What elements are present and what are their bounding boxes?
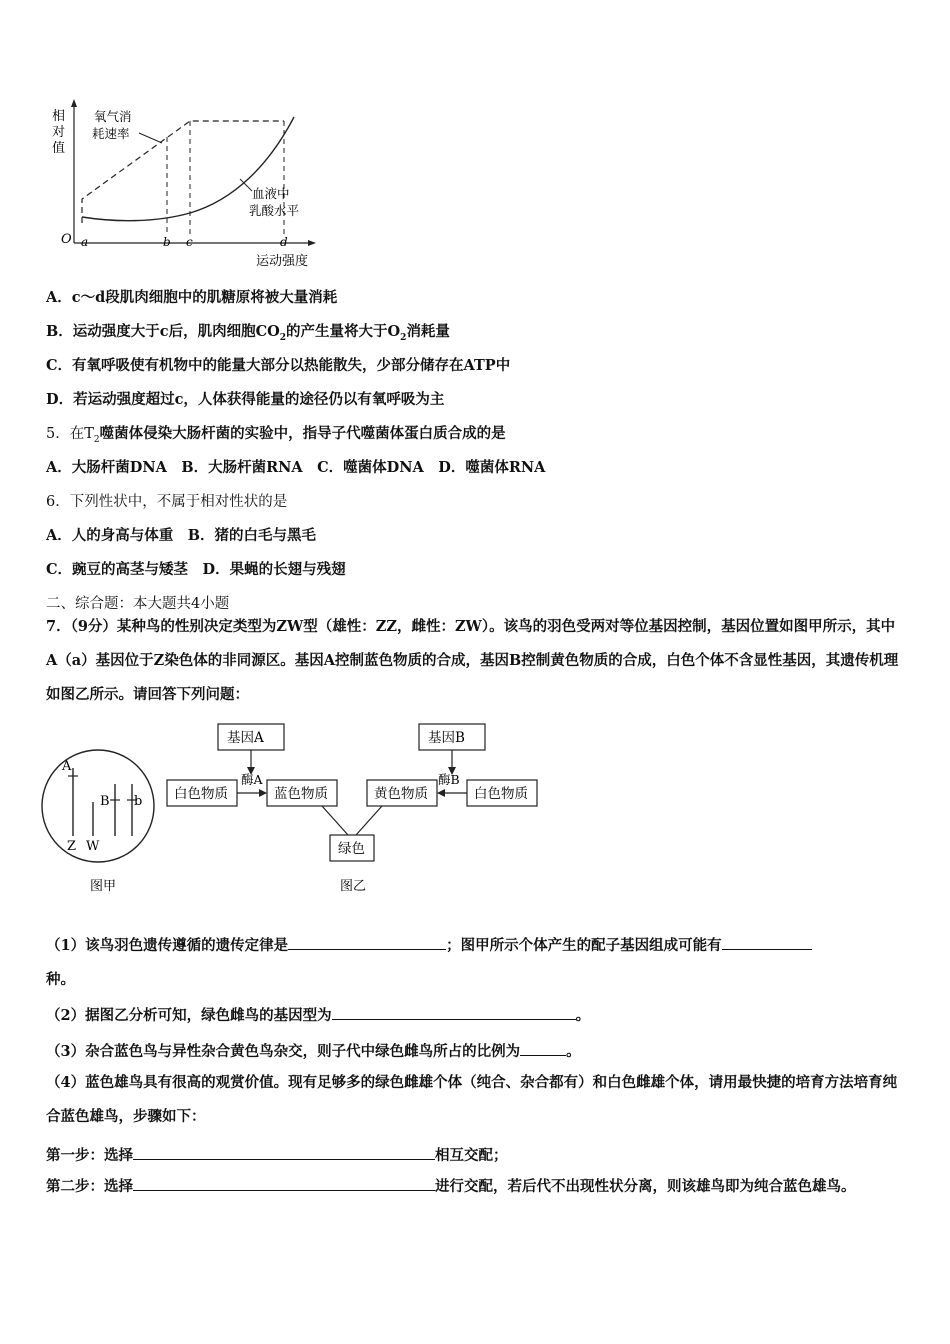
q7-1-pre: （1）该鸟羽色遗传遵循的遗传定律是	[46, 937, 289, 954]
step-2-post: 进行交配，若后代不出现性状分离，则该雄鸟即为纯合蓝色雄鸟。	[435, 1178, 856, 1195]
section-2-heading: 二、综合题：本大题共4小题	[46, 596, 230, 612]
label-B: B	[100, 794, 110, 809]
origin-label: O	[61, 232, 72, 247]
white-substance-text-2: 白色物质	[474, 786, 528, 802]
yellow-substance-text: 黄色物质	[374, 786, 428, 802]
q7-3-blank[interactable]	[520, 1041, 566, 1056]
green-text: 绿色	[338, 841, 365, 857]
q4b-part1: B．运动强度大于c后，肌肉细胞CO	[46, 323, 280, 340]
q6-options-2: C．豌豆的高茎与矮茎 D．果蝇的长翅与残翅	[46, 561, 346, 578]
fig-jia-caption: 图甲	[90, 879, 117, 894]
tick-d: d	[280, 235, 288, 249]
yellow-to-green-line	[356, 806, 382, 835]
x-axis-arrow	[308, 240, 316, 246]
q7-3	[46, 1040, 581, 1061]
q7-3-pre: （3）杂合蓝色鸟与异性杂合黄色鸟杂交，则子代中绿色雌鸟所占的比例为	[46, 1043, 521, 1060]
tick-a: a	[81, 235, 89, 249]
exercise-lactate-graph	[44, 95, 334, 275]
oxygen-label-2: 耗速率	[92, 126, 130, 141]
q7-2	[46, 1004, 590, 1025]
label-W: W	[86, 839, 100, 854]
q4-option-d: D．若运动强度超过c，人体获得能量的途径仍以有氧呼吸为主	[46, 391, 445, 408]
step-2-blank[interactable]	[133, 1176, 435, 1191]
q5-sub: 2	[93, 434, 100, 445]
q7-2-pre: （2）据图乙分析可知，绿色雌鸟的基因型为	[46, 1007, 332, 1024]
step-2	[46, 1170, 906, 1204]
q7-1-tail: 种。	[46, 971, 75, 988]
tick-b: b	[163, 235, 171, 249]
lactate-label-1: 血液中	[252, 186, 290, 201]
step-1-pre: 第一步：选择	[46, 1147, 133, 1164]
q7-4: （4）蓝色雄鸟具有很高的观赏价值。现有足够多的绿色雌雄个体（纯合、杂合都有）和白色雌雄个体，请用最快捷的培育方法培育纯合蓝色雄鸟，步骤如下：	[46, 1074, 898, 1125]
x-label: 运动强度	[256, 254, 309, 269]
arrowhead-white-to-blue	[259, 789, 267, 797]
y-axis-arrow	[71, 99, 77, 107]
q5-pre: 5．在T	[46, 426, 94, 442]
step-1-post: 相互交配；	[435, 1147, 508, 1164]
q7-2-post: 。	[575, 1007, 591, 1024]
q4-option-c: C．有氧呼吸使有机物中的能量大部分以热能散失，少部分储存在ATP中	[46, 357, 511, 374]
step-1	[46, 1144, 508, 1165]
tick-c: c	[186, 235, 193, 249]
q7-intro: 7．（9分）某种鸟的性别决定类型为ZW型（雄性：ZZ，雌性：ZW）。该鸟的羽色受两对等位基因控制，基因位置如图甲所示，其中A（a）基因位于Z染色体的非同源区。基因A控制蓝色物质的合成，基因B控制黄色物质的合成，白色个体不含显性基因，其遗传机理如图乙所示。请回答下列问题：	[46, 618, 899, 703]
white-substance-text-1: 白色物质	[174, 786, 228, 802]
y-label-3: 值	[52, 141, 66, 156]
q4b-part3: 消耗量	[406, 323, 450, 340]
lactate-label-2: 乳酸水平	[249, 203, 300, 218]
q7-1-mid: ；图甲所示个体产生的配子基因组成可能有	[446, 937, 722, 954]
blue-substance-text: 蓝色物质	[274, 786, 328, 802]
step-2-pre: 第二步：选择	[46, 1178, 133, 1195]
q7-3-post: 。	[566, 1043, 581, 1060]
q7-1-blank-2[interactable]	[722, 935, 812, 950]
q7-1	[46, 934, 812, 955]
q4-option-b	[46, 320, 450, 343]
q4b-sub2: 2	[400, 332, 407, 343]
oxygen-label-1: 氧气消	[94, 109, 132, 124]
q6-stem: 6．下列性状中，不属于相对性状的是	[46, 494, 288, 510]
y-label-1: 相	[52, 109, 66, 124]
q4b-sub1: 2	[279, 332, 287, 343]
gene-a-text: 基因A	[227, 730, 264, 746]
q5-stem	[46, 422, 506, 445]
label-b: b	[134, 794, 143, 809]
blue-to-green-line	[322, 806, 348, 835]
q7-1-blank-1[interactable]	[288, 935, 446, 950]
q7-2-blank[interactable]	[332, 1005, 576, 1020]
enzyme-a-text: 酶A	[241, 772, 263, 787]
gene-b-text: 基因B	[428, 730, 465, 746]
q6-options-1: A．人的身高与体重 B．猪的白毛与黑毛	[46, 527, 317, 544]
label-A: A	[62, 759, 72, 774]
fig-yi-caption: 图乙	[340, 879, 367, 894]
q4-option-a: A．c～d段肌肉细胞中的肌糖原将被大量消耗	[46, 289, 338, 306]
step-1-blank[interactable]	[133, 1145, 435, 1160]
q4b-part2: 的产生量将大于O	[286, 323, 401, 340]
label-Z: Z	[67, 839, 77, 854]
q5-options: A．大肠杆菌DNA B．大肠杆菌RNA C．噬菌体DNA D．噬菌体RNA	[46, 459, 546, 476]
q5-post: 噬菌体侵染大肠杆菌的实验中，指导子代噬菌体蛋白质合成的是	[99, 425, 506, 442]
genetics-figures	[40, 718, 560, 903]
enzyme-b-text: 酶B	[438, 772, 460, 787]
arrowhead-white-to-yellow	[437, 789, 445, 797]
oxygen-pointer	[139, 133, 162, 143]
y-label-2: 对	[52, 125, 66, 140]
